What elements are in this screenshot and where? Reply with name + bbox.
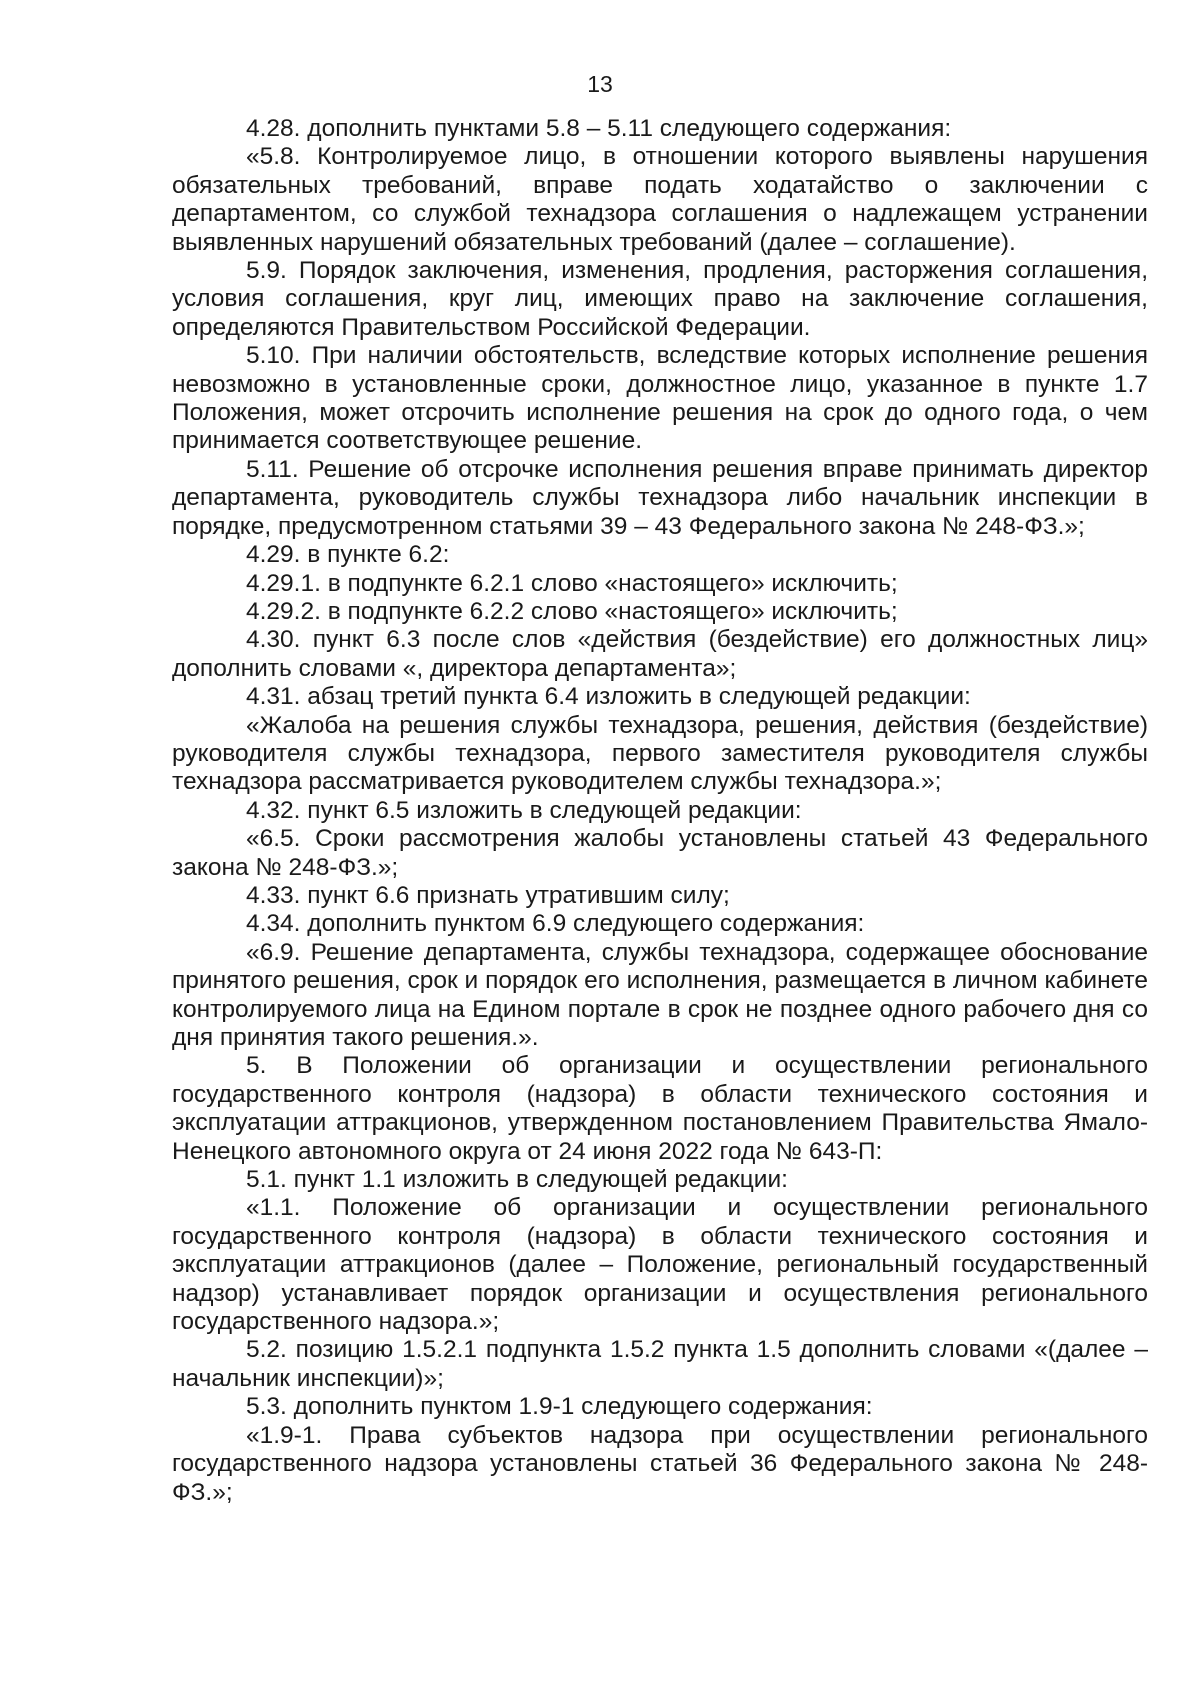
paragraph-5-1: 5.1. пункт 1.1 изложить в следующей редакции: [246, 1166, 788, 1194]
paragraph-4-28: 4.28. дополнить пунктами 5.8 – 5.11 следующего содержания: [246, 115, 952, 142]
paragraph-4-29-2: 4.29.2. в подпункте 6.2.2 слово «настоящего» исключить; [246, 597, 898, 625]
paragraph-5-9: 5.9. Порядок заключения, изменения, продления, расторжения соглашения, условия соглашения, круг лиц, имеющих право на заключение соглашения, определяются Правительством Российской Федерации. [172, 257, 1148, 341]
paragraph-6-9: «6.9. Решение департамента, службы технадзора, содержащее обоснование принятого решения, срок и порядок его исполнения, размещается в личном кабинете контролируемого лица на Едином портале в срок не позднее одного рабочего дня со дня принятия такого решения.». [172, 938, 1148, 1051]
paragraph-1-1: «1.1. Положение об организации и осуществлении регионального государственного контроля (надзора) в области технического состояния и эксплуатации аттракционов (далее – Положение, региональный государственный надзор) устанавливает порядок организации и осуществления регионального государственного надзора.»; [172, 1194, 1148, 1336]
paragraph-5-3: 5.3. дополнить пунктом 1.9-1 следующего содержания: [246, 1393, 873, 1421]
page-number: 13 [587, 71, 613, 97]
paragraph-4-34: 4.34. дополнить пунктом 6.9 следующего содержания: [246, 910, 865, 938]
paragraph-1-9-1: «1.9-1. Права субъектов надзора при осуществлении регионального государственного надзора установлены статьей 36 Федерального закона № 248-ФЗ.»; [172, 1421, 1148, 1506]
document-body [172, 115, 1148, 1507]
paragraph-4-33: 4.33. пункт 6.6 признать утратившим силу; [246, 881, 730, 909]
paragraph-5: 5. В Положении об организации и осуществлении регионального государственного контроля (надзора) в области технического состояния и эксплуатации аттракционов, утвержденном постановлением Правительства Ямало-Ненецкого автономного округа от 24 июня 2022 года № 643-П: [172, 1052, 1148, 1165]
paragraph-4-31: 4.31. абзац третий пункта 6.4 изложить в следующей редакции: [246, 683, 971, 711]
paragraph-4-32: 4.32. пункт 6.5 изложить в следующей редакции: [246, 796, 802, 824]
paragraph-4-30: 4.30. пункт 6.3 после слов «действия (бездействие) его должностных лиц» дополнить словами «, директора департамента»; [172, 626, 1148, 682]
paragraph-4-29: 4.29. в пункте 6.2: [246, 541, 450, 569]
paragraph-complaint: «Жалоба на решения службы технадзора, решения, действия (бездействие) руководителя службы технадзора, первого заместителя руководителя службы технадзора рассматривается руководителем службы технадзора.»; [172, 711, 1148, 796]
paragraph-5-2: 5.2. позицию 1.5.2.1 подпункта 1.5.2 пункта 1.5 дополнить словами «(далее – начальник инспекции)»; [172, 1336, 1148, 1392]
paragraph-5-8: «5.8. Контролируемое лицо, в отношении которого выявлены нарушения обязательных требований, вправе подать ходатайство о заключении с департаментом, со службой технадзора соглашения о надлежащем устранении выявленных нарушений обязательных требований (далее – соглашение). [172, 143, 1148, 256]
paragraph-5-10: 5.10. При наличии обстоятельств, вследствие которых исполнение решения невозможно в установленные сроки, должностное лицо, указанное в пункте 1.7 Положения, может отсрочить исполнение решения на срок до одного года, о чем принимается соответствующее решение. [172, 342, 1148, 455]
paragraph-6-5: «6.5. Сроки рассмотрения жалобы установлены статьей 43 Федерального закона № 248-ФЗ.»; [172, 825, 1148, 881]
paragraph-5-11: 5.11. Решение об отсрочке исполнения решения вправе принимать директор департамента, руководитель службы технадзора либо начальник инспекции в порядке, предусмотренном статьями 39 – 43 Федерального закона № 248-ФЗ.»; [172, 455, 1148, 540]
paragraph-4-29-1: 4.29.1. в подпункте 6.2.1 слово «настоящего» исключить; [246, 569, 898, 597]
